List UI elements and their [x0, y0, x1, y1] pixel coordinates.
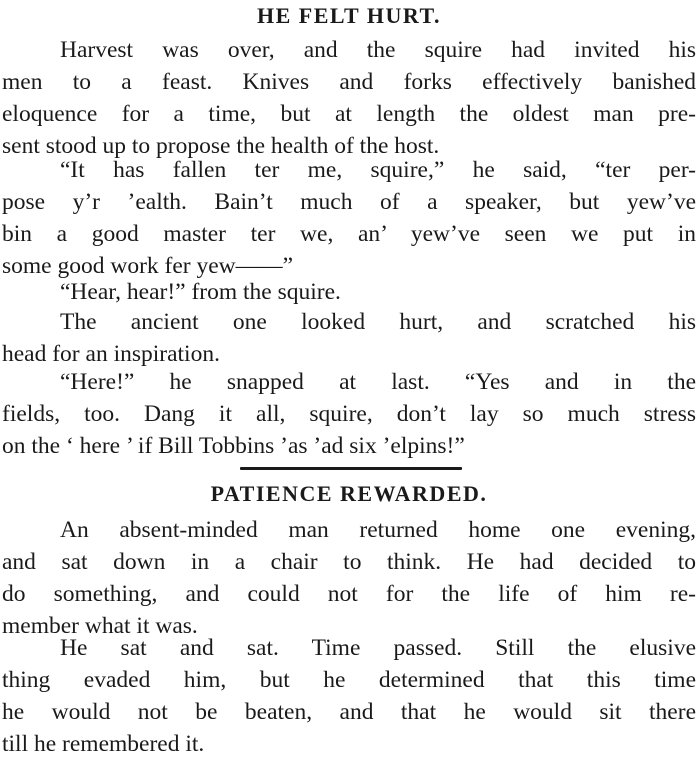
text-line: “It has fallen ter me, squire,” he said, “ter per- [60, 157, 696, 183]
article2-paragraph-1 [2, 514, 696, 642]
text-line: An absent-minded man returned home one evening, [60, 517, 696, 543]
text-line: some good work fer yew——” [2, 253, 294, 279]
text-line: Harvest was over, and the squire had invited his [60, 37, 696, 63]
text-line: sent stood up to propose the health of the host. [2, 133, 440, 159]
text-line: and sat down in a chair to think. He had decided to [2, 549, 696, 575]
text-line: “Hear, hear!” from the squire. [60, 279, 341, 305]
text-line: eloquence for a time, but at length the oldest man pre- [2, 101, 696, 127]
article1-paragraph-3 [2, 276, 696, 308]
article1-paragraph-4 [2, 306, 696, 370]
article1-paragraph-5 [2, 366, 696, 462]
text-line: thing evaded him, but he determined that this time [2, 667, 696, 693]
article1-paragraph-2 [2, 154, 696, 282]
text-line: on the ‘ here ’ if Bill Tobbins ’as ’ad six ’elpins!” [2, 433, 465, 459]
text-line: do something, and could not for the life of him re- [2, 581, 696, 607]
article-title-patience-rewarded: PATIENCE REWARDED. [210, 481, 488, 506]
text-line: fields, too. Dang it all, squire, don’t lay so much stress [2, 401, 696, 427]
text-line: pose y’r ’ealth. Bain’t much of a speaker, but yew’ve [2, 189, 696, 215]
article1-paragraph-1 [2, 34, 696, 162]
text-line: men to a feast. Knives and forks effectively banished [2, 69, 696, 95]
text-line: member what it was. [2, 613, 198, 639]
text-line: He sat and sat. Time passed. Still the elusive [60, 635, 696, 661]
text-line: “Here!” he snapped at last. “Yes and in the [60, 369, 696, 395]
text-line: head for an inspiration. [2, 341, 220, 367]
article-title-he-felt-hurt: HE FELT HURT. [257, 3, 441, 28]
section-divider-rule [240, 467, 462, 470]
text-line: he would not be beaten, and that he would sit there [2, 699, 696, 725]
text-line: till he remembered it. [2, 731, 205, 757]
text-line: bin a good master ter we, an’ yew’ve seen we put in [2, 221, 696, 247]
text-line: The ancient one looked hurt, and scratched his [60, 309, 696, 335]
article2-paragraph-2 [2, 632, 696, 760]
